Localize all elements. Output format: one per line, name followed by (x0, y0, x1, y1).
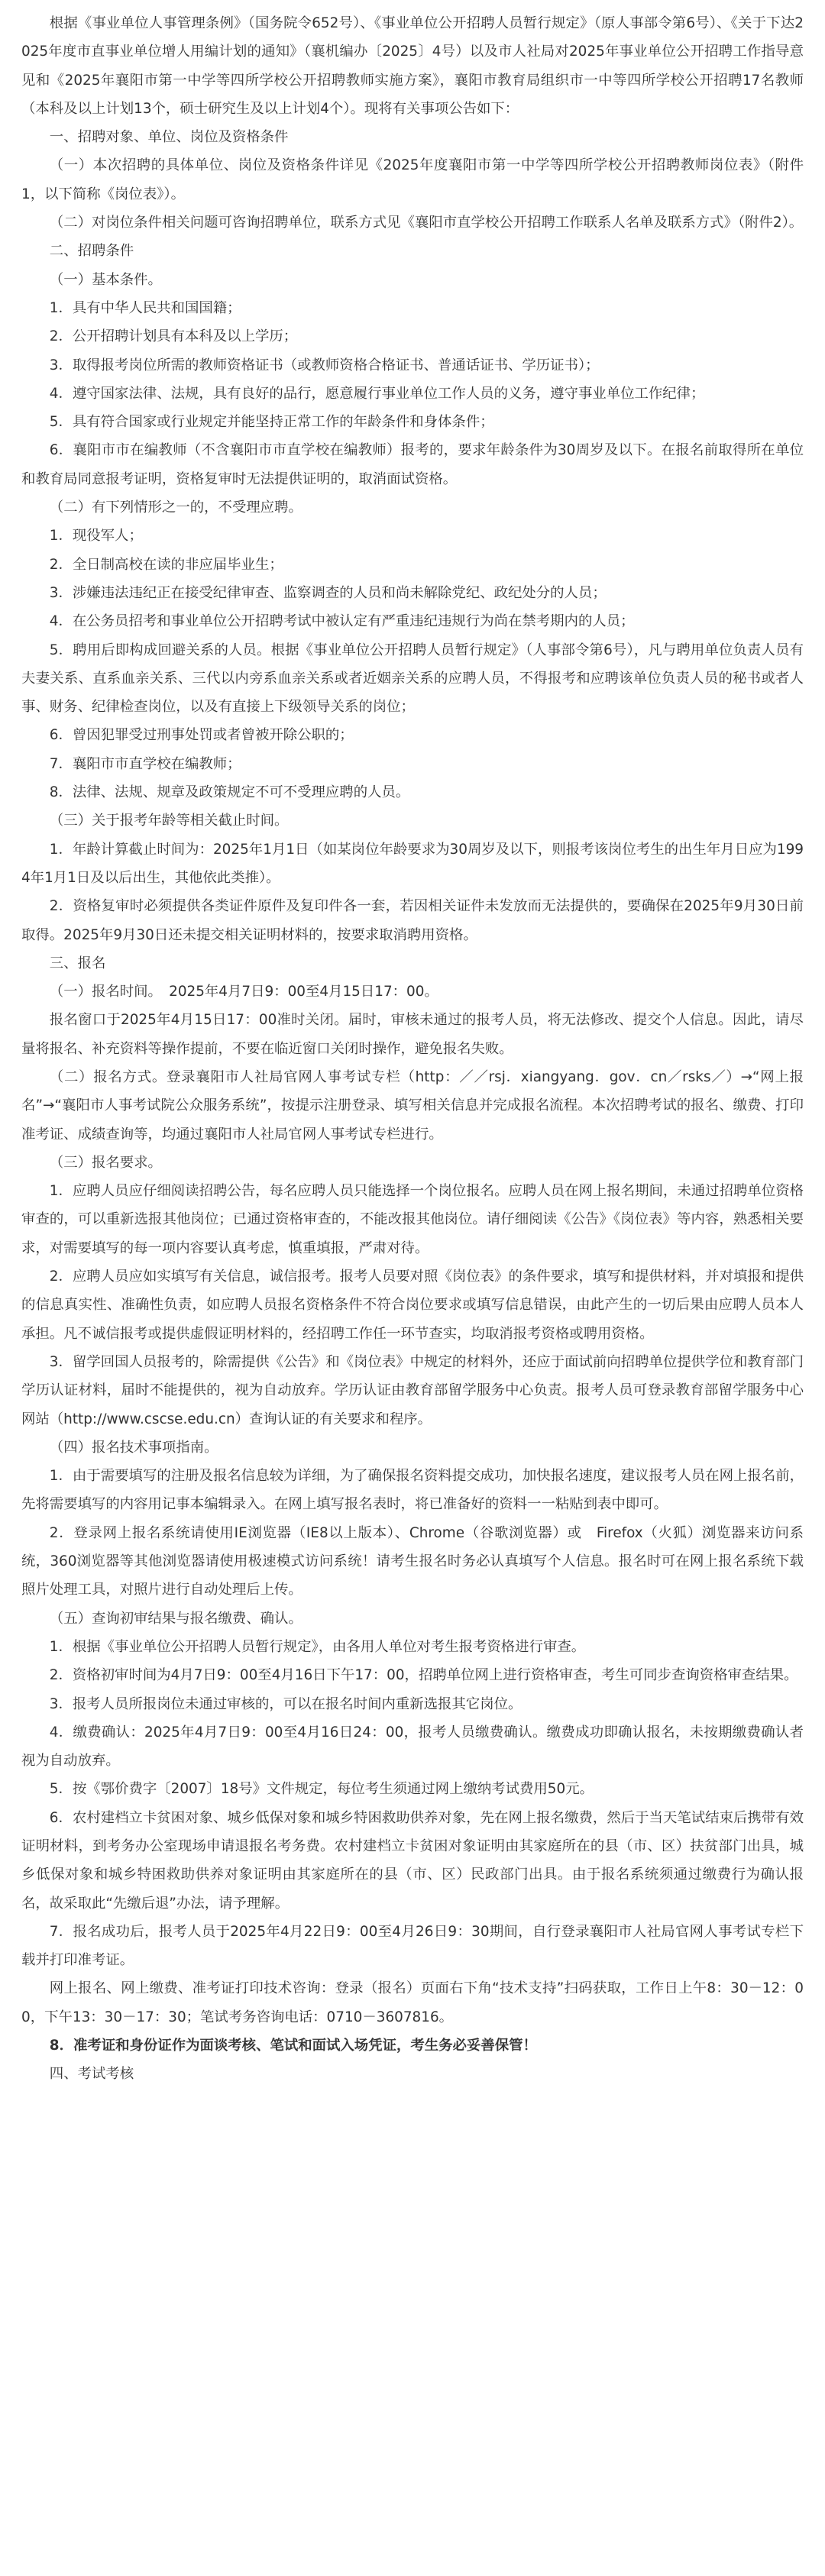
list-item: 8．准考证和身份证作为面谈考核、笔试和面试入场凭证，考生务必妥善保管！ (49, 2038, 537, 2054)
list-item: 1．年龄计算截止时间为：2025年1月1日（如某岗位年龄要求为30周岁及以下，则报考该岗位考生的出生年月日应为1994年1月1日及以后出生，其他依此类推）。 (21, 841, 804, 886)
subsection-heading: （二）有下列情形之一的，不受理应聘。 (49, 499, 302, 516)
list-item: 6．农村建档立卡贫困对象、城乡低保对象和城乡特困救助供养对象，先在网上报名缴费，然后于当天笔试结束后携带有效证明材料，到考务办公室现场申请退报名考务费。农村建档立卡贫困对象证明由其家庭所在的县（市、区）扶贫部门出具，城乡低保对象和城乡特困救助供养对象证明由其家庭所在的县（市、区）民政部门出具。由于报名系统须通过缴费行为确认报名，故采取此“先缴后退”办法，请予理解。 (21, 1809, 804, 1912)
list-item: 5．聘用后即构成回避关系的人员。根据《事业单位公开招聘人员暂行规定》（人事部令第6号），凡与聘用单位负责人员有夫妻关系、直系血亲关系、三代以内旁系血亲关系或者近姻亲关系的应聘人员，不得报考和应聘该单位负责人员的秘书或者人事、财务、纪律检查岗位，以及有直接上下级领导关系的岗位； (21, 642, 804, 716)
list-item: 1．具有中华人民共和国国籍； (49, 299, 241, 316)
subsection-heading: （一）报名时间。 2025年4月7日9：00至4月15日17：00。 (49, 984, 438, 1000)
list-item: 1．根据《事业单位公开招聘人员暂行规定》，由各用人单位对考生报考资格进行审查。 (49, 1638, 586, 1655)
list-item: 7．襄阳市市直学校在编教师； (49, 755, 241, 772)
section-heading-1: 一、招聘对象、单位、岗位及资格条件 (49, 129, 289, 146)
list-item: 3．留学回国人员报考的，除需提供《公告》和《岗位表》中规定的材料外，还应于面试前向招聘单位提供学位和教育部门学历认证材料，届时不能提供的，视为自动放弃。学历认证由教育部留学服务中心负责。报考人员可登录教育部留学服务中心网站（http://www.cscse.edu.cn）查询认证的有关要求和程序。 (21, 1353, 804, 1427)
section-heading-4: 四、考试考核 (49, 2066, 134, 2083)
list-item: 1．现役军人； (49, 528, 143, 545)
list-item: 4．遵守国家法律、法规，具有良好的品行，愿意履行事业单位工作人员的义务，遵守事业单位工作纪律； (49, 385, 705, 402)
list-item: 5．按《鄂价费字〔2007〕18号》文件规定，每位考生须通过网上缴纳考试费用50元。 (49, 1781, 594, 1798)
subsection-heading: （一）基本条件。 (49, 271, 162, 288)
paragraph: （二）对岗位条件相关问题可咨询招聘单位，联系方式见《襄阳市直学校公开招聘工作联系人名单及联系方式》（附件2）。 (49, 215, 804, 231)
subsection-heading: （三）关于报考年龄等相关截止时间。 (49, 813, 289, 829)
list-item: 5．具有符合国家或行业规定并能坚持正常工作的年龄条件和身体条件； (49, 414, 494, 431)
paragraph: 网上报名、网上缴费、准考证打印技术咨询：登录（报名）页面右下角“技术支持”扫码获取，工作日上午8：30－12：00，下午13：30－17：30；笔试考务咨询电话：0710－3607816。 (21, 1980, 804, 2025)
list-item: 4．在公务员招考和事业单位公开招聘考试中被认定有严重违纪违规行为尚在禁考期内的人员； (49, 613, 635, 630)
list-item: 4．缴费确认：2025年4月7日9：00至4月16日24：00，报考人员缴费确认。缴费成功即确认报名，未按期缴费确认者视为自动放弃。 (21, 1724, 804, 1770)
list-item: 2．全日制高校在读的非应届毕业生； (49, 556, 283, 573)
paragraph-intro: 根据《事业单位人事管理条例》（国务院令652号）、《事业单位公开招聘人员暂行规定》（原人事部令第6号）、《关于下达2025年度市直事业单位增人用编计划的通知》（襄机编办〔2025〕4号）以及市人社局对2025年事业单位公开招聘工作指导意见和《2025年襄阳市第一中学等四所学校公开招聘教师实施方案》，襄阳市教育局组织市一中等四所学校公开招聘17名教师（本科及以上计划13个，硕士研究生及以上计划4个）。现将有关事项公告如下： (21, 15, 804, 117)
paragraph: 报名窗口于2025年4月15日17：00准时关闭。届时，审核未通过的报考人员，将无法修改、提交个人信息。因此，请尽量将报名、补充资料等操作提前，不要在临近窗口关闭时操作，避免报名失败。 (21, 1012, 804, 1057)
list-item: 7．报名成功后，报考人员于2025年4月22日9：00至4月26日9：30期间，自行登录襄阳市人社局官网人事考试专栏下载并打印准考证。 (21, 1923, 804, 1969)
subsection-heading: （三）报名要求。 (49, 1154, 162, 1171)
subsection-heading: （五）查询初审结果与报名缴费、确认。 (49, 1610, 302, 1627)
list-item: 1．由于需要填写的注册及报名信息较为详细，为了确保报名资料提交成功，加快报名速度，建议报考人员在网上报名前，先将需要填写的内容用记事本编辑录入。在网上填写报名表时，将已准备好的资料一一粘贴到表中即可。 (21, 1468, 804, 1513)
list-item: 2．资格初审时间为4月7日9：00至4月16日下午17：00，招聘单位网上进行资格审查，考生可同步查询资格审查结果。 (49, 1667, 798, 1684)
section-heading-2: 二、招聘条件 (49, 243, 134, 260)
paragraph: （二）报名方式。登录襄阳市人社局官网人事考试专栏（http：／／rsj．xiangyang．gov．cn／rsks／）→“网上报名”→“襄阳市人事考试院公众服务系统”，按提示注册登录、填写相关信息并完成报名流程。本次招聘考试的报名、缴费、打印准考证、成绩查询等，均通过襄阳市人社局官网人事考试专栏进行。 (21, 1068, 804, 1143)
list-item: 3．报考人员所报岗位未通过审核的，可以在报名时间内重新选报其它岗位。 (49, 1695, 522, 1712)
section-heading-3: 三、报名 (49, 955, 106, 971)
list-item: 3．取得报考岗位所需的教师资格证书（或教师资格合格证书、普通话证书、学历证书）； (49, 357, 600, 373)
subsection-heading: （四）报名技术事项指南。 (49, 1439, 218, 1456)
list-item: 6．襄阳市市在编教师（不含襄阳市市直学校在编教师）报考的，要求年龄条件为30周岁及以下。在报名前取得所在单位和教育局同意报考证明，资格复审时无法提供证明的，取消面试资格。 (21, 442, 804, 487)
list-item: 6．曾因犯罪受过刑事处罚或者曾被开除公职的； (49, 727, 354, 744)
list-item: 1．应聘人员应仔细阅读招聘公告，每名应聘人员只能选择一个岗位报名。应聘人员在网上报名期间，未通过招聘单位资格审查的，可以重新选报其他岗位；已通过资格审查的，不能改报其他岗位。请仔细阅读《公告》《岗位表》等内容，熟悉相关要求，对需要填写的每一项内容要认真考虑，慎重填报，严肃对待。 (21, 1183, 804, 1256)
list-item: 2．公开招聘计划具有本科及以上学历； (49, 328, 298, 345)
paragraph: （一）本次招聘的具体单位、岗位及资格条件详见《2025年度襄阳市第一中学等四所学校公开招聘教师岗位表》（附件1，以下简称《岗位表》）。 (21, 157, 804, 202)
list-item: 2．登录网上报名系统请使用IE浏览器（IE8以上版本）、Chrome（谷歌浏览器）或 Firefox（火狐）浏览器来访问系统，360浏览器等其他浏览器请使用极速模式访问系统！请考生报名时务必认真填写个人信息。报名时可在网上报名系统下载照片处理工具，对照片进行自动处理后上传。 (21, 1524, 804, 1598)
list-item: 8．法律、法规、规章及政策规定不可不受理应聘的人员。 (49, 784, 410, 801)
list-item: 2．资格复审时必须提供各类证件原件及复印件各一套，若因相关证件未发放而无法提供的，要确保在2025年9月30日前取得。2025年9月30日还未提交相关证明材料的，按要求取消聘用资格。 (21, 898, 804, 943)
list-item: 3．涉嫌违法违纪正在接受纪律审查、监察调查的人员和尚未解除党纪、政纪处分的人员； (49, 584, 607, 601)
list-item: 2．应聘人员应如实填写有关信息，诚信报考。报考人员要对照《岗位表》的条件要求，填写和提供材料，并对填报和提供的信息真实性、准确性负责，如应聘人员报名资格条件不符合岗位要求或填写信息错误，由此产生的一切后果由应聘人员本人承担。凡不诚信报考或提供虚假证明材料的，经招聘工作任一环节查实，均取消报考资格或聘用资格。 (21, 1269, 804, 1342)
